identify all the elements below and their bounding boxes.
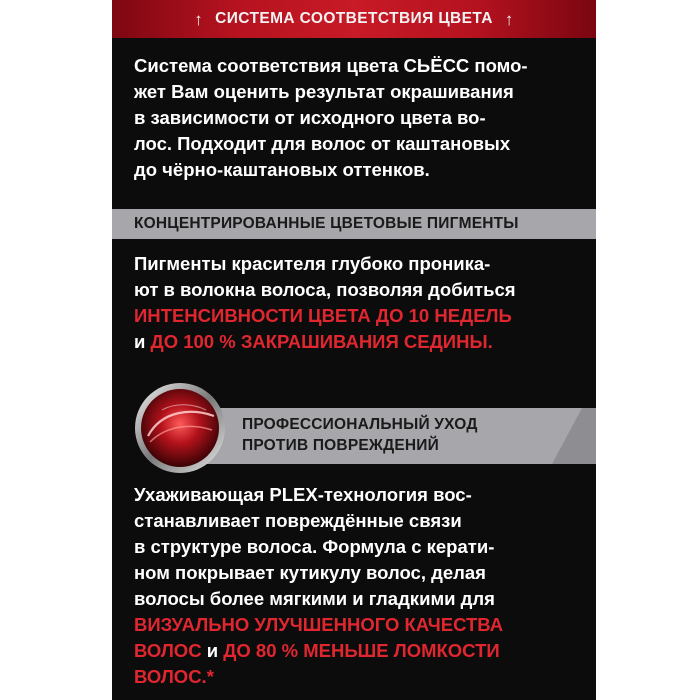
highlight-line: ВОЛОС.* bbox=[134, 666, 214, 687]
text-line: Пигменты красителя глубоко проника- bbox=[134, 253, 491, 274]
care-text bbox=[134, 482, 579, 690]
text-fragment: и bbox=[134, 331, 151, 352]
product-info-panel bbox=[112, 0, 596, 700]
text-line: жет Вам оценить результат окрашивания bbox=[134, 81, 514, 102]
highlight-line: ВИЗУАЛЬНО УЛУЧШЕННОГО КАЧЕСТВА bbox=[134, 614, 504, 635]
banner-title: СИСТЕМА СООТВЕТСТВИЯ ЦВЕТА bbox=[215, 10, 493, 27]
text-line: лос. Подходит для волос от каштановых bbox=[134, 133, 511, 154]
text-line: ном покрывает кутикулу волос, делая bbox=[134, 562, 486, 583]
text-line: ют в волокна волоса, позволяя добиться bbox=[134, 279, 516, 300]
highlight-line: ИНТЕНСИВНОСТИ ЦВЕТА ДО 10 НЕДЕЛЬ bbox=[134, 305, 512, 326]
pigments-heading-band bbox=[112, 209, 596, 239]
text-line: волосы более мягкими и гладкими для bbox=[134, 588, 495, 609]
text-line: станавливает повреждённые связи bbox=[134, 510, 462, 531]
text-line: Система соответствия цвета СЬЁСС помо- bbox=[134, 55, 528, 76]
text-line bbox=[134, 638, 579, 664]
text-line: в зависимости от исходного цвета во- bbox=[134, 107, 486, 128]
text-line: до чёрно-каштановых оттенков. bbox=[134, 159, 430, 180]
highlight-fragment: ДО 80 % МЕНЬШЕ ЛОМКОСТИ bbox=[223, 640, 500, 661]
heading-line: ПРОФЕССИОНАЛЬНЫЙ УХОД bbox=[242, 416, 478, 433]
highlight-fragment: ДО 100 % ЗАКРАШИВАНИЯ СЕДИНЫ. bbox=[150, 331, 493, 352]
plex-emblem-icon bbox=[132, 380, 228, 476]
arrow-up-icon: ↑ bbox=[504, 9, 514, 29]
text-line: Ухаживающая PLEX-технология вос- bbox=[134, 484, 472, 505]
pigments-heading: КОНЦЕНТРИРОВАННЫЕ ЦВЕТОВЫЕ ПИГМЕНТЫ bbox=[134, 215, 519, 232]
text-fragment: и bbox=[201, 640, 224, 661]
care-heading bbox=[242, 414, 478, 456]
color-system-text bbox=[134, 53, 579, 183]
top-banner bbox=[112, 0, 596, 38]
text-line: в структуре волоса. Формула с керати- bbox=[134, 536, 495, 557]
text-line bbox=[134, 329, 579, 355]
pigments-text bbox=[134, 251, 579, 355]
arrow-up-icon: ↑ bbox=[194, 9, 204, 29]
highlight-fragment: ВОЛОС bbox=[134, 640, 202, 661]
heading-line: ПРОТИВ ПОВРЕЖДЕНИЙ bbox=[242, 437, 439, 454]
